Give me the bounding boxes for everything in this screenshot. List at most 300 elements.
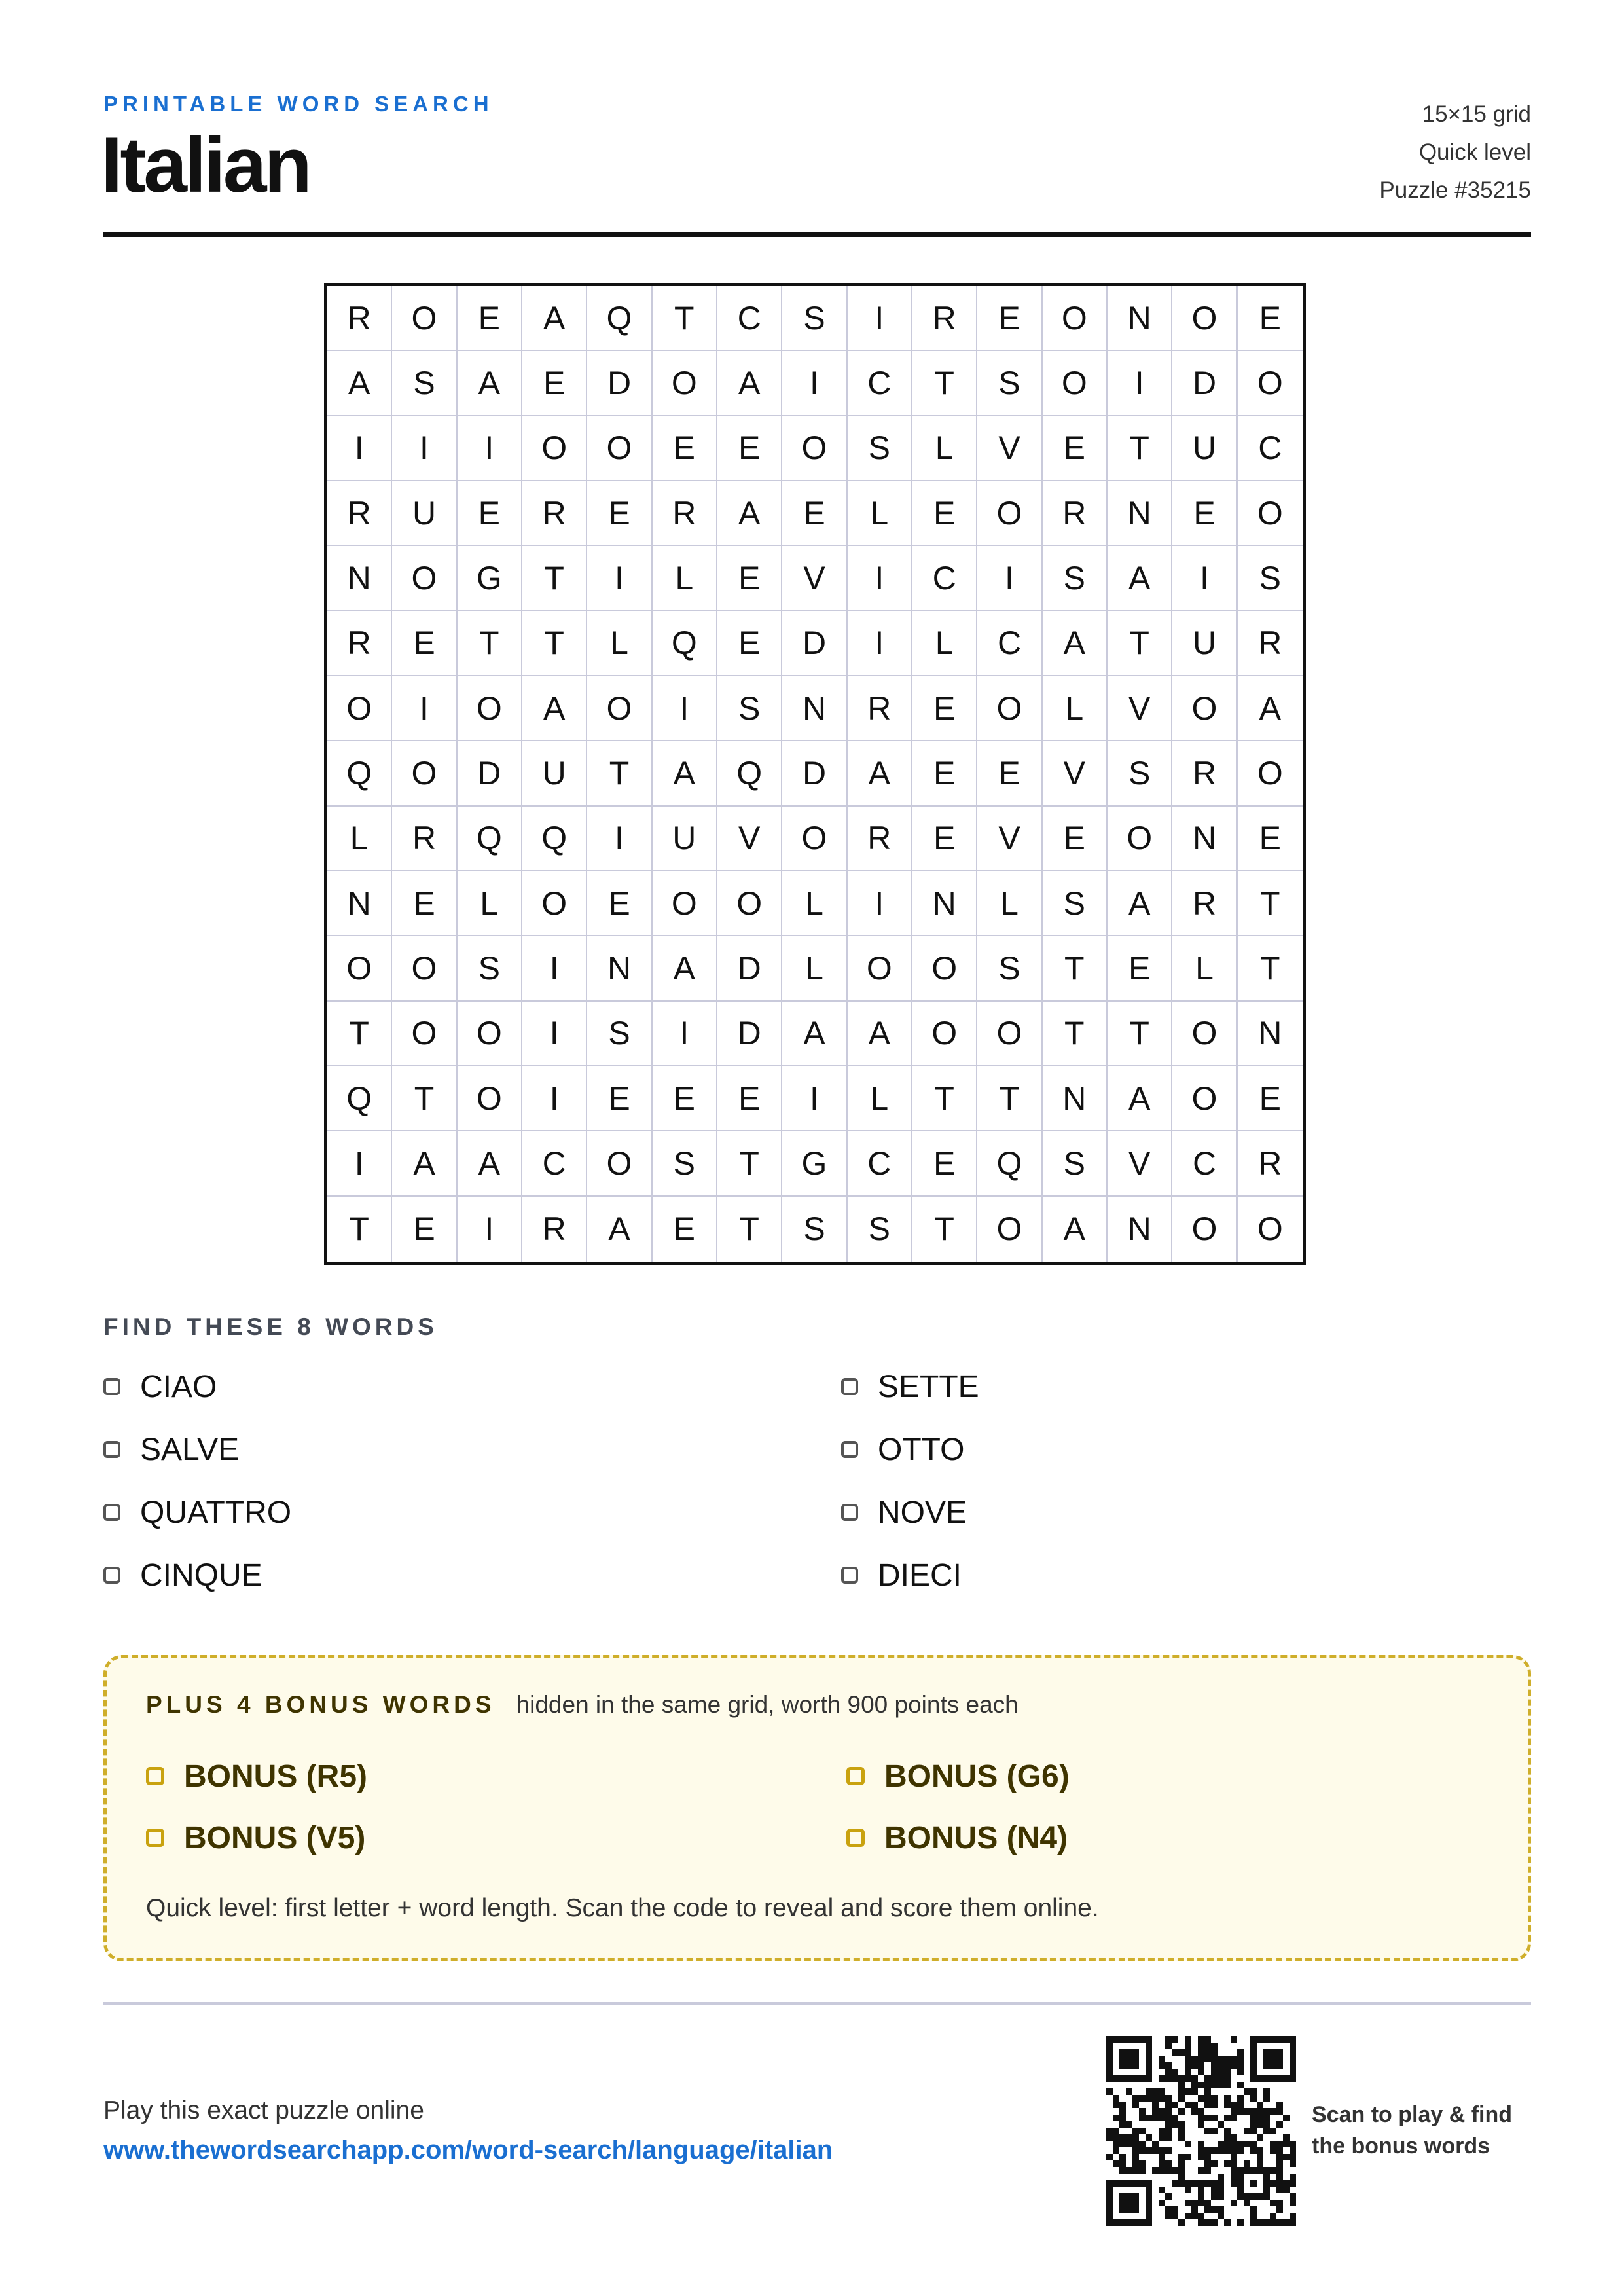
grid-cell[interactable]: R: [327, 286, 392, 351]
qr-module: [1119, 2115, 1126, 2121]
grid-cell[interactable]: D: [782, 741, 847, 806]
grid-cell[interactable]: D: [587, 351, 652, 416]
qr-module: [1198, 2213, 1204, 2219]
checkbox-icon[interactable]: [846, 1829, 865, 1847]
bonus-word-item[interactable]: [146, 1757, 367, 1796]
grid-cell[interactable]: E: [912, 676, 977, 741]
grid-cell[interactable]: O: [912, 936, 977, 1001]
grid-cell[interactable]: D: [717, 936, 782, 1001]
word-item[interactable]: [841, 1556, 962, 1595]
grid-cell[interactable]: E: [522, 351, 587, 416]
grid-cell[interactable]: I: [782, 351, 847, 416]
grid-cell[interactable]: O: [848, 936, 912, 1001]
grid-cell[interactable]: O: [1172, 1066, 1237, 1131]
qr-module: [1204, 2167, 1211, 2174]
grid-cell[interactable]: S: [1043, 871, 1108, 936]
grid-cell[interactable]: A: [1108, 871, 1172, 936]
grid-cell[interactable]: O: [717, 871, 782, 936]
grid-cell[interactable]: A: [1238, 676, 1303, 741]
grid-cell[interactable]: L: [848, 1066, 912, 1131]
grid-cell[interactable]: V: [977, 807, 1042, 871]
grid-cell[interactable]: E: [587, 1066, 652, 1131]
grid-cell[interactable]: E: [392, 871, 457, 936]
grid-cell[interactable]: E: [458, 481, 522, 546]
grid-cell[interactable]: R: [327, 611, 392, 676]
grid-cell[interactable]: E: [458, 286, 522, 351]
grid-cell[interactable]: T: [1238, 871, 1303, 936]
qr-module: [1270, 2213, 1276, 2219]
grid-cell[interactable]: I: [587, 807, 652, 871]
grid-cell[interactable]: E: [717, 416, 782, 481]
qr-module: [1276, 2141, 1283, 2147]
qr-module: [1231, 2056, 1237, 2062]
grid-cell[interactable]: A: [653, 741, 717, 806]
grid-cell[interactable]: L: [782, 871, 847, 936]
qr-module: [1224, 2160, 1231, 2167]
grid-cell[interactable]: R: [392, 807, 457, 871]
grid-cell[interactable]: E: [1238, 286, 1303, 351]
grid-cell[interactable]: E: [977, 286, 1042, 351]
grid-cell[interactable]: C: [717, 286, 782, 351]
grid-cell[interactable]: N: [1043, 1066, 1108, 1131]
grid-cell[interactable]: L: [912, 416, 977, 481]
grid-cell[interactable]: A: [1043, 1197, 1108, 1262]
grid-cell[interactable]: I: [1172, 546, 1237, 611]
checkbox-icon[interactable]: [103, 1378, 120, 1395]
grid-cell[interactable]: R: [522, 1197, 587, 1262]
grid-cell[interactable]: I: [653, 676, 717, 741]
checkbox-icon[interactable]: [841, 1567, 858, 1584]
grid-cell[interactable]: S: [782, 286, 847, 351]
grid-cell[interactable]: E: [782, 481, 847, 546]
qr-module: [1178, 2075, 1185, 2082]
grid-cell[interactable]: D: [1172, 351, 1237, 416]
grid-cell[interactable]: R: [1172, 741, 1237, 806]
grid-cell[interactable]: N: [782, 676, 847, 741]
grid-cell[interactable]: A: [458, 1131, 522, 1196]
grid-cell[interactable]: I: [392, 416, 457, 481]
play-online-label: Play this exact puzzle online: [103, 2096, 424, 2124]
grid-cell[interactable]: T: [1108, 1002, 1172, 1066]
grid-cell[interactable]: I: [522, 936, 587, 1001]
grid-cell[interactable]: O: [392, 546, 457, 611]
grid-cell[interactable]: R: [1172, 871, 1237, 936]
grid-cell[interactable]: O: [977, 676, 1042, 741]
grid-cell[interactable]: I: [587, 546, 652, 611]
grid-cell[interactable]: A: [1108, 1066, 1172, 1131]
grid-cell[interactable]: O: [1172, 1002, 1237, 1066]
word-item[interactable]: [103, 1367, 217, 1406]
grid-cell[interactable]: E: [653, 1197, 717, 1262]
grid-cell[interactable]: A: [392, 1131, 457, 1196]
grid-cell[interactable]: T: [522, 611, 587, 676]
grid-cell[interactable]: Q: [977, 1131, 1042, 1196]
grid-cell[interactable]: L: [587, 611, 652, 676]
checkbox-icon[interactable]: [103, 1441, 120, 1458]
word-item[interactable]: [841, 1367, 979, 1406]
word-item[interactable]: [841, 1430, 964, 1469]
grid-cell[interactable]: E: [717, 546, 782, 611]
grid-cell[interactable]: A: [522, 286, 587, 351]
checkbox-icon[interactable]: [146, 1829, 164, 1847]
grid-cell[interactable]: S: [1108, 741, 1172, 806]
grid-cell[interactable]: Q: [587, 286, 652, 351]
grid-cell[interactable]: T: [1043, 1002, 1108, 1066]
grid-cell[interactable]: N: [327, 871, 392, 936]
grid-cell[interactable]: A: [717, 481, 782, 546]
qr-module: [1198, 2095, 1204, 2102]
grid-cell[interactable]: G: [782, 1131, 847, 1196]
grid-cell[interactable]: O: [1172, 286, 1237, 351]
grid-cell[interactable]: S: [782, 1197, 847, 1262]
qr-module: [1191, 2056, 1198, 2062]
grid-cell[interactable]: I: [458, 1197, 522, 1262]
grid-cell[interactable]: A: [522, 676, 587, 741]
qr-module: [1211, 2056, 1218, 2062]
qr-module: [1218, 2069, 1224, 2075]
qr-module: [1257, 2102, 1263, 2108]
grid-cell[interactable]: O: [327, 676, 392, 741]
grid-cell[interactable]: S: [977, 936, 1042, 1001]
grid-cell[interactable]: S: [458, 936, 522, 1001]
qr-module: [1211, 2049, 1218, 2056]
grid-cell[interactable]: T: [653, 286, 717, 351]
grid-cell[interactable]: R: [653, 481, 717, 546]
grid-cell[interactable]: O: [522, 416, 587, 481]
grid-cell[interactable]: I: [653, 1002, 717, 1066]
qr-module: [1146, 2088, 1152, 2095]
word-text: QUATTRO: [140, 1495, 292, 1530]
grid-cell[interactable]: O: [587, 416, 652, 481]
grid-cell[interactable]: L: [912, 611, 977, 676]
grid-cell[interactable]: V: [1108, 676, 1172, 741]
bonus-panel: [103, 1655, 1531, 1961]
grid-cell[interactable]: O: [977, 1197, 1042, 1262]
grid-cell[interactable]: O: [587, 676, 652, 741]
grid-cell[interactable]: S: [977, 351, 1042, 416]
qr-module: [1185, 2187, 1191, 2193]
grid-cell[interactable]: Q: [522, 807, 587, 871]
grid-cell[interactable]: A: [1108, 546, 1172, 611]
grid-cell[interactable]: T: [522, 546, 587, 611]
grid-cell[interactable]: A: [327, 351, 392, 416]
grid-cell[interactable]: O: [782, 416, 847, 481]
grid-cell[interactable]: U: [1172, 416, 1237, 481]
qr-module: [1211, 2187, 1218, 2193]
grid-cell[interactable]: E: [587, 871, 652, 936]
grid-cell[interactable]: N: [587, 936, 652, 1001]
grid-cell[interactable]: I: [327, 416, 392, 481]
grid-cell[interactable]: C: [912, 546, 977, 611]
grid-cell[interactable]: V: [1043, 741, 1108, 806]
grid-cell[interactable]: E: [912, 807, 977, 871]
grid-cell[interactable]: T: [912, 351, 977, 416]
grid-cell[interactable]: L: [977, 871, 1042, 936]
checkbox-icon[interactable]: [846, 1767, 865, 1785]
grid-cell[interactable]: O: [1043, 286, 1108, 351]
grid-cell[interactable]: L: [782, 936, 847, 1001]
grid-cell[interactable]: A: [782, 1002, 847, 1066]
checkbox-icon[interactable]: [841, 1441, 858, 1458]
grid-cell[interactable]: G: [458, 546, 522, 611]
grid-cell[interactable]: I: [848, 871, 912, 936]
grid-cell[interactable]: T: [1043, 936, 1108, 1001]
grid-cell[interactable]: I: [522, 1066, 587, 1131]
grid-cell[interactable]: L: [458, 871, 522, 936]
grid-cell[interactable]: O: [458, 1002, 522, 1066]
grid-cell[interactable]: O: [587, 1131, 652, 1196]
grid-cell[interactable]: N: [1172, 807, 1237, 871]
grid-cell[interactable]: Q: [327, 1066, 392, 1131]
grid-cell[interactable]: E: [392, 611, 457, 676]
checkbox-icon[interactable]: [146, 1767, 164, 1785]
grid-cell[interactable]: C: [522, 1131, 587, 1196]
grid-cell[interactable]: E: [977, 741, 1042, 806]
grid-cell[interactable]: T: [1108, 611, 1172, 676]
grid-cell[interactable]: S: [1238, 546, 1303, 611]
grid-cell[interactable]: L: [1043, 676, 1108, 741]
grid-cell[interactable]: E: [1043, 807, 1108, 871]
grid-cell[interactable]: O: [977, 1002, 1042, 1066]
grid-cell[interactable]: U: [522, 741, 587, 806]
grid-cell[interactable]: E: [912, 481, 977, 546]
grid-cell[interactable]: V: [717, 807, 782, 871]
qr-module: [1198, 2082, 1204, 2088]
grid-cell[interactable]: R: [522, 481, 587, 546]
grid-cell[interactable]: U: [1172, 611, 1237, 676]
word-item[interactable]: [103, 1493, 291, 1532]
grid-cell[interactable]: D: [458, 741, 522, 806]
grid-cell[interactable]: T: [912, 1066, 977, 1131]
grid-cell[interactable]: T: [327, 1002, 392, 1066]
grid-cell[interactable]: E: [717, 1066, 782, 1131]
grid-cell[interactable]: A: [653, 936, 717, 1001]
grid-cell[interactable]: E: [912, 741, 977, 806]
grid-cell[interactable]: A: [458, 351, 522, 416]
grid-cell[interactable]: A: [848, 1002, 912, 1066]
qr-module: [1178, 2121, 1185, 2128]
grid-cell[interactable]: N: [327, 546, 392, 611]
qr-module: [1132, 2160, 1139, 2167]
grid-cell[interactable]: E: [912, 1131, 977, 1196]
bonus-word-item[interactable]: [846, 1818, 1068, 1857]
grid-cell[interactable]: R: [1238, 611, 1303, 676]
grid-cell[interactable]: R: [1043, 481, 1108, 546]
grid-cell[interactable]: S: [848, 416, 912, 481]
grid-cell[interactable]: E: [1238, 807, 1303, 871]
grid-cell[interactable]: R: [327, 481, 392, 546]
grid-cell[interactable]: T: [717, 1197, 782, 1262]
grid-cell[interactable]: E: [392, 1197, 457, 1262]
grid-cell[interactable]: T: [977, 1066, 1042, 1131]
grid-cell[interactable]: O: [782, 807, 847, 871]
grid-cell[interactable]: E: [587, 481, 652, 546]
qr-module: [1185, 2213, 1191, 2219]
grid-cell[interactable]: R: [912, 286, 977, 351]
qr-module: [1172, 2121, 1178, 2128]
checkbox-icon[interactable]: [841, 1504, 858, 1521]
qr-module: [1185, 2141, 1191, 2147]
grid-cell[interactable]: O: [1238, 481, 1303, 546]
grid-cell[interactable]: T: [392, 1066, 457, 1131]
grid-cell[interactable]: O: [912, 1002, 977, 1066]
word-item[interactable]: [841, 1493, 967, 1532]
grid-cell[interactable]: T: [458, 611, 522, 676]
grid-cell[interactable]: R: [848, 676, 912, 741]
qr-module: [1237, 2049, 1244, 2056]
puzzle-url-link[interactable]: www.thewordsearchapp.com/word-search/language/italian: [103, 2136, 833, 2164]
grid-cell[interactable]: E: [653, 1066, 717, 1131]
qr-module: [1218, 2180, 1224, 2187]
grid-cell[interactable]: O: [1043, 351, 1108, 416]
grid-cell[interactable]: I: [848, 611, 912, 676]
qr-module: [1211, 2206, 1218, 2213]
grid-cell[interactable]: N: [1108, 1197, 1172, 1262]
grid-cell[interactable]: S: [587, 1002, 652, 1066]
checkbox-icon[interactable]: [841, 1378, 858, 1395]
grid-cell[interactable]: E: [717, 611, 782, 676]
grid-cell[interactable]: N: [1108, 286, 1172, 351]
grid-cell[interactable]: S: [653, 1131, 717, 1196]
grid-cell[interactable]: T: [717, 1131, 782, 1196]
qr-module: [1250, 2219, 1257, 2226]
grid-cell[interactable]: O: [392, 1002, 457, 1066]
grid-cell[interactable]: Q: [458, 807, 522, 871]
qr-module: [1113, 2160, 1119, 2167]
checkbox-icon[interactable]: [103, 1567, 120, 1584]
grid-cell[interactable]: O: [1172, 1197, 1237, 1262]
qr-module: [1119, 2141, 1126, 2147]
grid-cell[interactable]: D: [717, 1002, 782, 1066]
bonus-word-item[interactable]: [846, 1757, 1070, 1796]
grid-cell[interactable]: O: [392, 286, 457, 351]
grid-cell[interactable]: E: [1172, 481, 1237, 546]
grid-cell[interactable]: O: [458, 1066, 522, 1131]
grid-cell[interactable]: U: [653, 807, 717, 871]
grid-cell[interactable]: I: [522, 1002, 587, 1066]
grid-cell[interactable]: O: [653, 351, 717, 416]
qr-module: [1159, 2134, 1165, 2141]
qr-module: [1119, 2167, 1126, 2174]
grid-cell[interactable]: O: [1238, 351, 1303, 416]
grid-cell[interactable]: C: [1238, 416, 1303, 481]
qr-module: [1283, 2141, 1290, 2147]
grid-cell[interactable]: C: [848, 1131, 912, 1196]
grid-cell[interactable]: O: [522, 871, 587, 936]
grid-cell[interactable]: L: [653, 546, 717, 611]
bonus-word-item[interactable]: [146, 1818, 365, 1857]
qr-module: [1198, 2049, 1204, 2056]
grid-cell[interactable]: I: [977, 546, 1042, 611]
grid-cell[interactable]: T: [587, 741, 652, 806]
qr-module: [1283, 2219, 1290, 2226]
grid-cell[interactable]: C: [848, 351, 912, 416]
qr-module: [1191, 2206, 1198, 2213]
grid-cell[interactable]: I: [848, 546, 912, 611]
grid-size: 15×15 grid: [1422, 101, 1531, 127]
grid-cell[interactable]: T: [1238, 936, 1303, 1001]
grid-cell[interactable]: U: [392, 481, 457, 546]
word-item[interactable]: [103, 1430, 239, 1469]
qr-code-icon[interactable]: [1106, 2036, 1296, 2226]
grid-cell[interactable]: S: [717, 676, 782, 741]
grid-cell[interactable]: O: [653, 871, 717, 936]
grid-cell[interactable]: L: [327, 807, 392, 871]
grid-cell[interactable]: V: [1108, 1131, 1172, 1196]
grid-cell[interactable]: O: [977, 481, 1042, 546]
checkbox-icon[interactable]: [103, 1504, 120, 1521]
grid-cell[interactable]: R: [848, 807, 912, 871]
grid-cell[interactable]: A: [848, 741, 912, 806]
grid-cell[interactable]: A: [1043, 611, 1108, 676]
grid-cell[interactable]: L: [848, 481, 912, 546]
grid-cell[interactable]: O: [1108, 807, 1172, 871]
qr-module: [1276, 2219, 1283, 2226]
grid-cell[interactable]: I: [458, 416, 522, 481]
grid-cell[interactable]: N: [1238, 1002, 1303, 1066]
grid-cell[interactable]: A: [587, 1197, 652, 1262]
word-item[interactable]: [103, 1556, 262, 1595]
grid-cell[interactable]: S: [1043, 546, 1108, 611]
grid-cell[interactable]: S: [848, 1197, 912, 1262]
qr-module: [1244, 2200, 1250, 2206]
grid-cell[interactable]: L: [1172, 936, 1237, 1001]
grid-cell[interactable]: S: [1043, 1131, 1108, 1196]
grid-cell[interactable]: C: [977, 611, 1042, 676]
grid-cell[interactable]: E: [653, 416, 717, 481]
qr-module: [1283, 2154, 1290, 2160]
grid-cell[interactable]: Q: [327, 741, 392, 806]
grid-cell[interactable]: O: [1238, 741, 1303, 806]
grid-cell[interactable]: I: [392, 676, 457, 741]
qr-module: [1263, 2115, 1270, 2121]
grid-cell[interactable]: Q: [717, 741, 782, 806]
qr-module: [1165, 2095, 1172, 2102]
grid-cell[interactable]: T: [327, 1197, 392, 1262]
qr-module: [1132, 2167, 1139, 2174]
grid-cell[interactable]: E: [1043, 416, 1108, 481]
grid-cell[interactable]: O: [392, 741, 457, 806]
qr-module: [1191, 2075, 1198, 2082]
grid-cell[interactable]: O: [327, 936, 392, 1001]
qr-module: [1119, 2193, 1139, 2213]
grid-cell[interactable]: I: [782, 1066, 847, 1131]
grid-cell[interactable]: E: [1238, 1066, 1303, 1131]
grid-cell[interactable]: I: [1108, 351, 1172, 416]
grid-cell[interactable]: S: [392, 351, 457, 416]
grid-cell[interactable]: Q: [653, 611, 717, 676]
grid-cell[interactable]: O: [1172, 676, 1237, 741]
grid-cell[interactable]: A: [717, 351, 782, 416]
grid-cell[interactable]: C: [1172, 1131, 1237, 1196]
grid-cell[interactable]: N: [1108, 481, 1172, 546]
grid-cell[interactable]: V: [977, 416, 1042, 481]
grid-cell[interactable]: I: [848, 286, 912, 351]
grid-cell[interactable]: O: [458, 676, 522, 741]
grid-cell[interactable]: T: [1108, 416, 1172, 481]
grid-cell[interactable]: N: [912, 871, 977, 936]
grid-cell[interactable]: O: [392, 936, 457, 1001]
grid-cell[interactable]: I: [327, 1131, 392, 1196]
grid-cell[interactable]: E: [1108, 936, 1172, 1001]
grid-cell[interactable]: V: [782, 546, 847, 611]
grid-cell[interactable]: T: [912, 1197, 977, 1262]
grid-cell[interactable]: R: [1238, 1131, 1303, 1196]
qr-module: [1231, 2160, 1237, 2167]
grid-cell[interactable]: O: [1257, 1211, 1283, 1248]
qr-module: [1165, 2134, 1172, 2141]
grid-cell[interactable]: D: [782, 611, 847, 676]
